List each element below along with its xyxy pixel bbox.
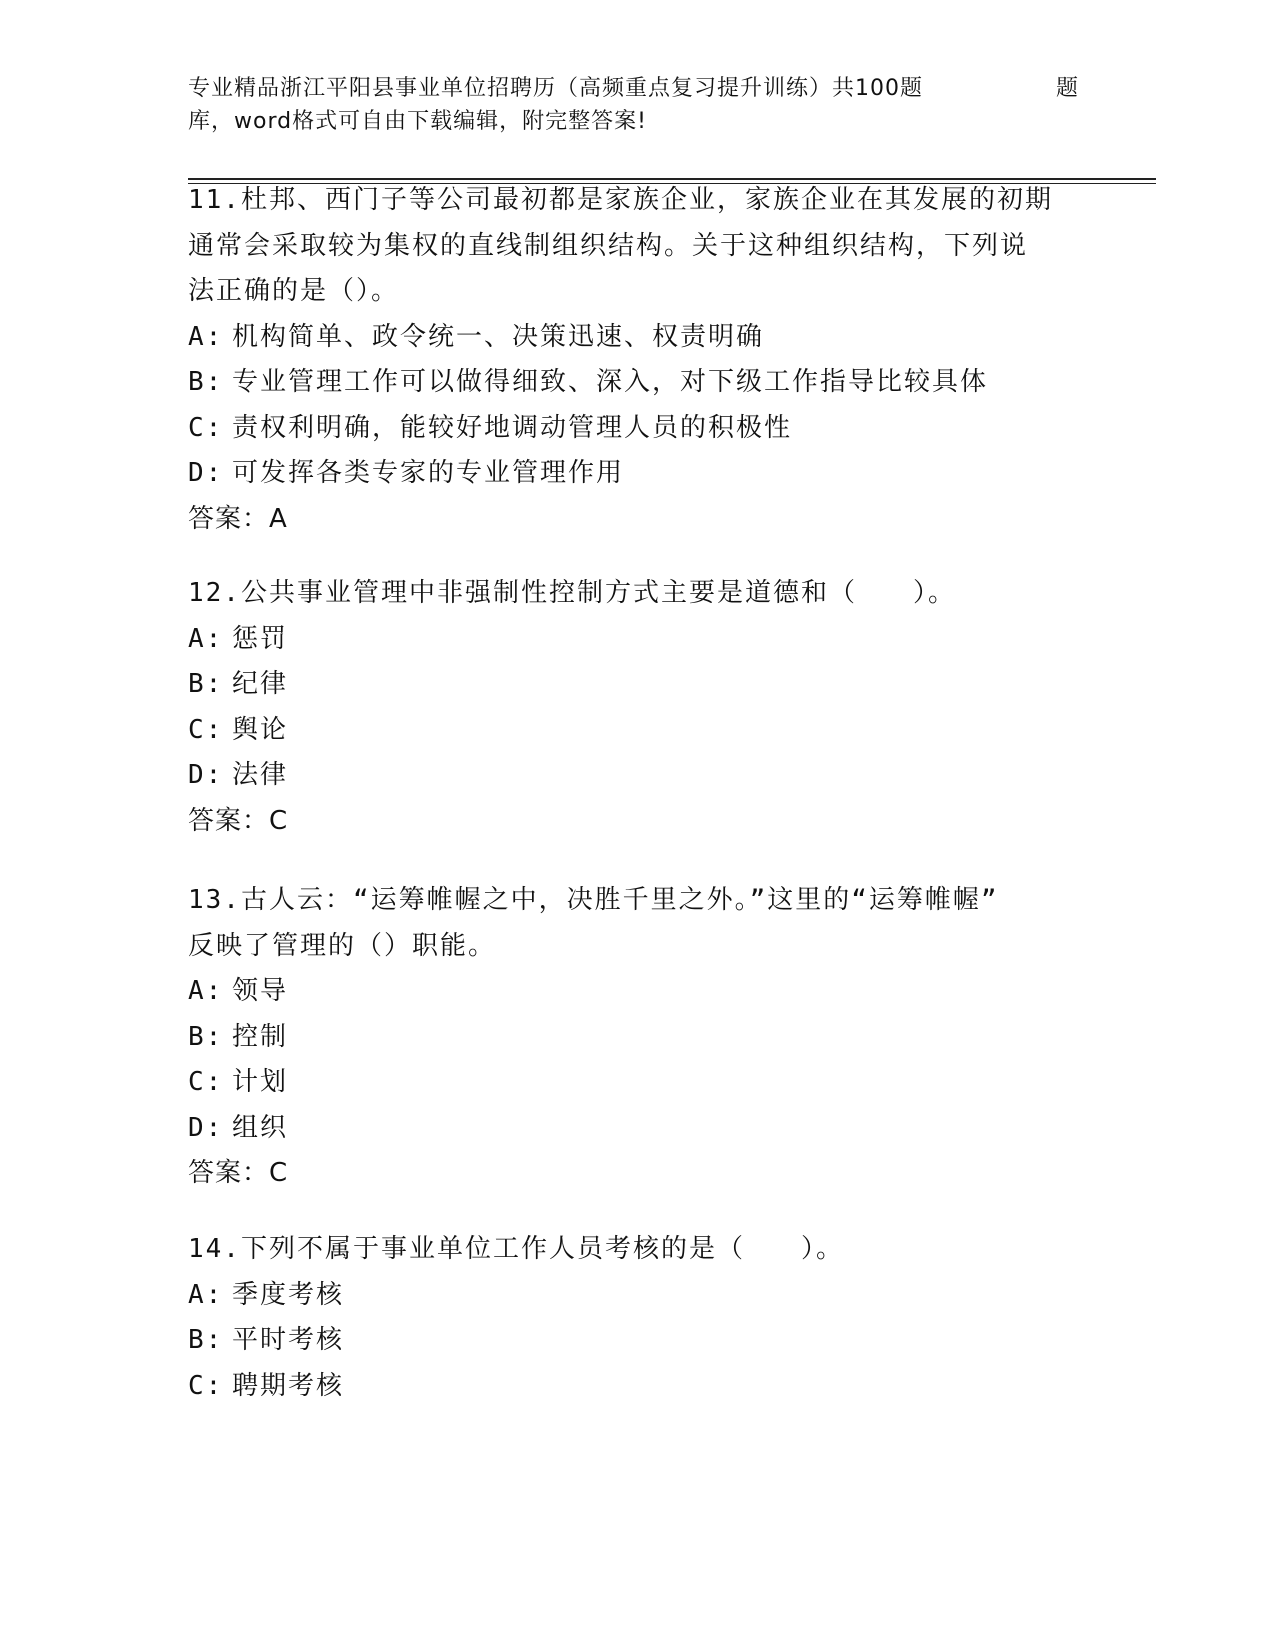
option-text: 平时考核 — [232, 1325, 345, 1355]
option-letter: A: — [188, 321, 224, 352]
option-text: 专业管理工作可以做得细致、深入，对下级工作指导比较具体 — [232, 367, 989, 397]
question-stem-line: 反映了管理的（）职能。 — [188, 930, 497, 961]
option-letter: B: — [188, 1325, 224, 1355]
option-c — [188, 1060, 1088, 1106]
option-text: 纪律 — [232, 669, 289, 699]
option-letter: D: — [188, 458, 224, 488]
option-c — [188, 1364, 1088, 1410]
option-text: 聘期考核 — [232, 1370, 345, 1401]
question-stem — [188, 178, 1088, 315]
option-letter: B: — [188, 1021, 224, 1052]
option-text: 领导 — [232, 976, 289, 1006]
question-stem-line: 14.下列不属于事业单位工作人员考核的是（ ）。 — [188, 1234, 844, 1264]
option-text: 组织 — [232, 1112, 289, 1143]
option-letter: A: — [188, 623, 224, 654]
option-letter: D: — [188, 760, 224, 790]
option-letter: C: — [188, 714, 224, 745]
option-b — [188, 662, 1088, 708]
answer-line: 答案：C — [188, 805, 289, 836]
question-stem-line: 13.古人云：“运筹帷幄之中，决胜千里之外。”这里的“运筹帷幄” — [188, 885, 999, 915]
option-b — [188, 1318, 1088, 1364]
answer-line: 答案：A — [188, 503, 288, 534]
option-text: 控制 — [232, 1021, 289, 1052]
option-letter: B: — [188, 669, 224, 699]
option-text: 计划 — [232, 1067, 289, 1097]
question-stem-line: 12.公共事业管理中非强制性控制方式主要是道德和（ ）。 — [188, 578, 956, 608]
question-11 — [188, 178, 1088, 542]
option-c — [188, 406, 1088, 452]
question-stem — [188, 571, 1088, 617]
document-header — [188, 72, 1088, 138]
option-a — [188, 315, 1088, 361]
option-b — [188, 1015, 1088, 1061]
option-letter: A: — [188, 1279, 224, 1310]
answer-line: 答案：C — [188, 1158, 289, 1188]
option-d — [188, 451, 1088, 497]
option-text: 机构简单、政令统一、决策迅速、权责明确 — [232, 321, 765, 352]
option-a — [188, 617, 1088, 663]
option-letter: C: — [188, 412, 224, 443]
option-d — [188, 753, 1088, 799]
option-text: 舆论 — [232, 714, 289, 745]
option-a — [188, 969, 1088, 1015]
question-13 — [188, 878, 1088, 1197]
option-text: 可发挥各类专家的专业管理作用 — [232, 458, 625, 488]
question-12 — [188, 571, 1088, 844]
question-stem — [188, 878, 1088, 969]
question-stem-line: 11.杜邦、西门子等公司最初都是家族企业，家族企业在其发展的初期 — [188, 185, 1053, 215]
question-stem — [188, 1227, 1088, 1273]
option-letter: A: — [188, 976, 224, 1006]
option-letter: D: — [188, 1112, 224, 1143]
option-letter: C: — [188, 1370, 224, 1401]
option-a — [188, 1273, 1088, 1319]
option-d — [188, 1106, 1088, 1152]
option-text: 季度考核 — [232, 1279, 345, 1310]
question-stem-line: 法正确的是（）。 — [188, 276, 400, 306]
header-title-tail: 题 — [1056, 76, 1080, 101]
option-text: 法律 — [232, 760, 289, 790]
option-letter: B: — [188, 367, 224, 397]
option-c — [188, 708, 1088, 754]
option-letter: C: — [188, 1067, 224, 1097]
question-14 — [188, 1227, 1088, 1409]
option-text: 责权利明确，能较好地调动管理人员的积极性 — [232, 412, 793, 443]
header-title-line-1: 专业精品浙江平阳县事业单位招聘历（高频重点复习提升训练）共100题 — [188, 76, 923, 101]
header-title-line-2: 库，word格式可自由下载编辑，附完整答案! — [188, 109, 647, 134]
option-text: 惩罚 — [232, 623, 289, 654]
question-stem-line: 通常会采取较为集权的直线制组织结构。关于这种组织结构，下列说 — [188, 230, 1029, 261]
option-b — [188, 360, 1088, 406]
